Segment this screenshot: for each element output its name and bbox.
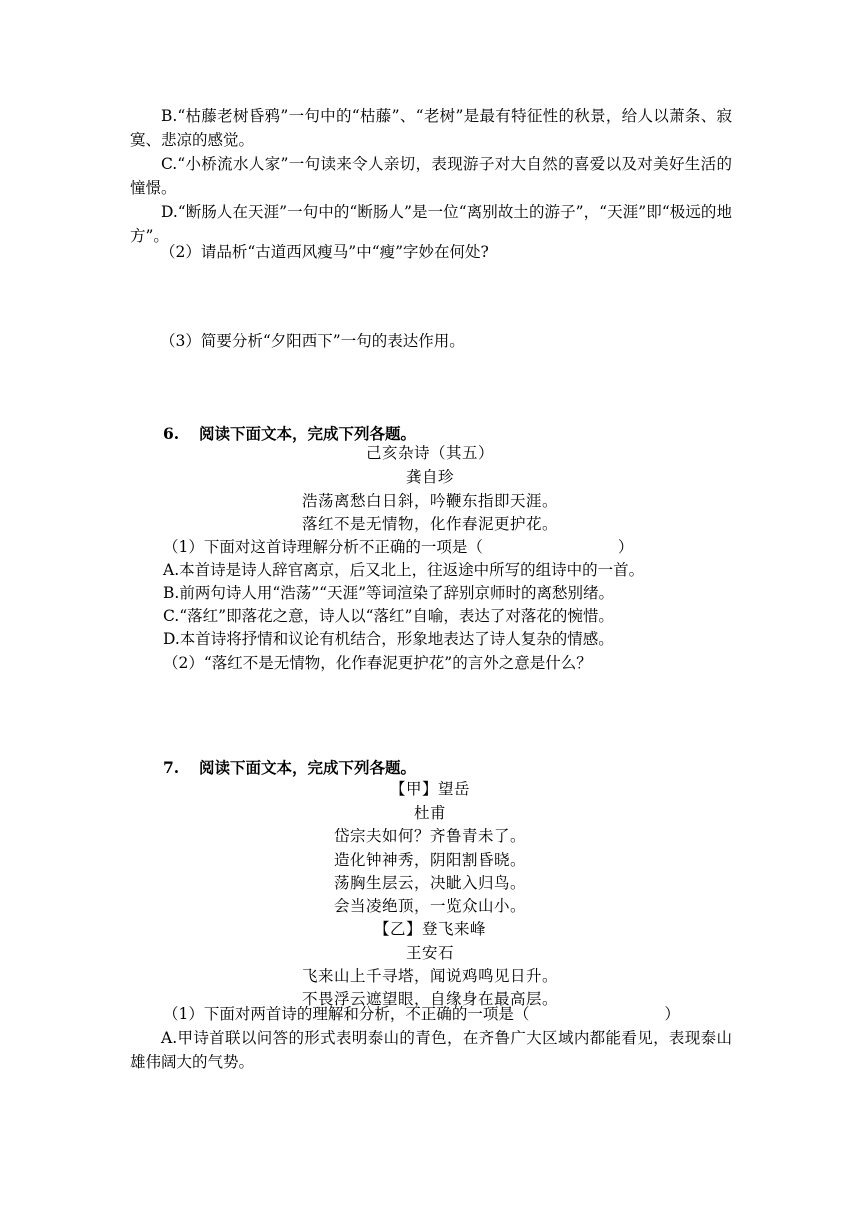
q7-poem2-line: 飞来山上千寻塔，闻说鸡鸣见日升。 — [301, 967, 558, 985]
q5-subquestion-3: （3）简要分析“夕阳西下”一句的表达作用。 — [160, 332, 465, 350]
q5-option-c: C.“小桥流水人家”一句读来令人亲切，表现游子对大自然的喜爱以及对美好生活的憧憬。 — [130, 155, 732, 197]
q6-option-a: A.本首诗是诗人辞官离京，后又北上，往返途中所写的组诗中的一首。 — [163, 561, 645, 579]
q7-subquestion-1: （1）下面对两首诗的理解和分析，不正确的一项是（ ） — [163, 1005, 680, 1023]
q7-number: 7. — [163, 758, 180, 777]
q7-poem1-author: 杜甫 — [413, 804, 446, 822]
q6-poem-line: 落红不是无情物，化作春泥更护花。 — [301, 515, 558, 533]
q6-option-b: B.前两句诗人用“浩荡”“天涯”等词渲染了辞别京师时的离愁别绪。 — [163, 584, 615, 602]
q7-poem2-line: 不畏浮云遮望眼，自缘身在最高层。 — [301, 990, 558, 1008]
q6-poem-title: 己亥杂诗（其五） — [365, 444, 494, 462]
q7-poem1-title: 【甲】望岳 — [389, 780, 470, 798]
q6-subquestion-1: （1）下面对这首诗理解分析不正确的一项是（ ） — [163, 538, 634, 556]
q5-option-d: D.“断肠人在天涯”一句中的“断肠人”是一位“离别故土的游子”，“天涯”即“极远的地方”。 — [130, 203, 732, 245]
q7-poem1-line: 造化钟神秀，阴阳割昏晓。 — [333, 851, 526, 869]
q7-poem1-line: 荡胸生层云，决眦入归鸟。 — [333, 874, 526, 892]
q6-poem-line: 浩荡离愁白日斜，吟鞭东指即天涯。 — [301, 492, 558, 510]
q7-option-a: A.甲诗首联以问答的形式表明泰山的青色，在齐鲁广大区域内都能看见，表现泰山雄伟阔大的气势。 — [130, 1029, 732, 1071]
q7-heading-text: 阅读下面文本，完成下列各题。 — [199, 758, 417, 777]
q6-poem-author: 龚自珍 — [405, 468, 454, 486]
q5-subquestion-2: （2）请品析“古道西风瘦马”中“瘦”字妙在何处? — [160, 243, 489, 261]
q5-option-b: B.“枯藤老树昏鸦”一句中的“枯藤”、“老树”是最有特征性的秋景，给人以萧条、寂寞、悲凉的感觉。 — [130, 107, 732, 149]
q6-number: 6. — [163, 424, 180, 443]
q7-poem2-title: 【乙】登飞来峰 — [373, 920, 486, 938]
q6-option-c: C.“落红”即落花之意，诗人以“落红”自喻，表达了对落花的惋惜。 — [163, 607, 614, 625]
q7-poem1-line: 会当凌绝顶，一览众山小。 — [333, 897, 526, 915]
q7-heading — [163, 757, 416, 779]
q7-poem1-line: 岱宗夫如何？齐鲁青未了。 — [333, 827, 526, 845]
q6-heading-text: 阅读下面文本，完成下列各题。 — [199, 424, 417, 443]
q7-poem2-author: 王安石 — [405, 944, 454, 962]
q6-subquestion-2: （2）“落红不是无情物，化作春泥更护花”的言外之意是什么？ — [163, 654, 592, 672]
q6-option-d: D.本首诗将抒情和议论有机结合，形象地表达了诗人复杂的情感。 — [163, 630, 614, 648]
